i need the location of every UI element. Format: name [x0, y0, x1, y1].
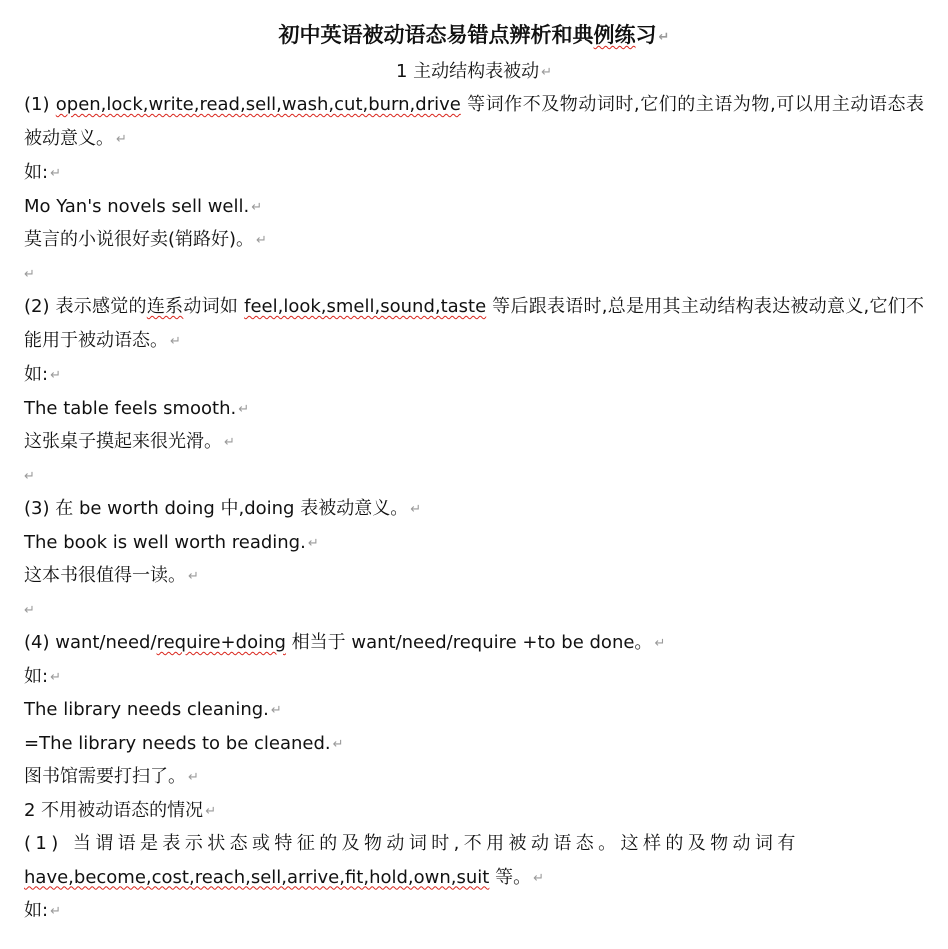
example-2-english	[24, 392, 924, 426]
paragraph-mark: ↵	[24, 468, 35, 484]
example-4-chinese	[24, 760, 924, 794]
example-3-english-text: The book is well worth reading.	[24, 531, 306, 553]
section-2-heading	[24, 794, 924, 828]
paragraph-mark: ↵	[251, 199, 263, 215]
example-4-english-text: The library needs cleaning.	[24, 699, 269, 720]
example-label	[24, 894, 924, 928]
paragraph-mark: ↵	[238, 401, 250, 417]
document-page	[24, 0, 924, 928]
paragraph-2-spellcheck-word: 连系	[146, 296, 184, 317]
title-text-end: 习	[635, 23, 657, 47]
paragraph-2-verb-list: feel,look,smell,sound,taste	[244, 296, 487, 317]
example-1-chinese	[24, 223, 924, 257]
paragraph-mark: ↵	[170, 333, 181, 349]
paragraph-mark: ↵	[541, 65, 553, 80]
paragraph-1-number: (1)	[24, 94, 56, 115]
example-3-chinese	[24, 559, 924, 593]
example-label	[24, 156, 924, 190]
paragraph-1-text: 等词作不及物动词时,它们的主语为物,可以用主动语态表被动意义。	[24, 94, 924, 149]
paragraph-mark: ↵	[654, 636, 666, 651]
section-1-heading	[24, 56, 924, 88]
example-label	[24, 660, 924, 694]
paragraph-3	[24, 492, 924, 526]
paragraph-mark: ↵	[533, 870, 545, 886]
example-2-chinese	[24, 425, 924, 459]
paragraph-4-text: (4) want/need/	[24, 632, 157, 653]
paragraph-mark: ↵	[50, 669, 61, 685]
paragraph-mark: ↵	[332, 736, 344, 752]
example-2-english-text: The table feels smooth.	[24, 397, 237, 419]
paragraph-2-text-mid: 动词如	[183, 296, 245, 317]
paragraph-1	[24, 88, 924, 156]
paragraph-mark: ↵	[658, 30, 670, 45]
paragraph-5-verb-list: have,become,cost,reach,sell,arrive,fit,hold,own,suit	[24, 866, 490, 888]
paragraph-mark: ↵	[270, 703, 282, 718]
example-label-text: 如:	[24, 364, 49, 385]
paragraph-5-text: (1) 当谓语是表示状态或特征的及物动词时,不用被动语态。这样的及物动词有	[24, 833, 800, 854]
example-3-english	[24, 526, 924, 560]
empty-line	[24, 593, 924, 627]
paragraph-mark: ↵	[256, 233, 267, 248]
paragraph-mark: ↵	[205, 803, 217, 819]
paragraph-2	[24, 290, 924, 358]
example-2-chinese-text: 这张桌子摸起来很光滑。	[24, 431, 222, 452]
example-1-chinese-text: 莫言的小说很好卖(销路好)。	[24, 229, 255, 250]
paragraph-5-line-2	[24, 861, 924, 895]
paragraph-mark: ↵	[50, 166, 61, 181]
example-4-chinese-text: 图书馆需要打扫了。	[24, 766, 186, 787]
example-4-english-alt	[24, 727, 924, 761]
paragraph-mark: ↵	[50, 904, 61, 919]
example-label-text: 如:	[24, 900, 49, 921]
title-spellcheck-word: 例练	[593, 23, 636, 47]
paragraph-mark: ↵	[224, 435, 235, 450]
paragraph-2-text-end: 等后跟表语时,总是用其主动结构表达被动意义,它们不能用于被动语态。	[24, 296, 924, 351]
paragraph-5-text-end: 等。	[489, 866, 532, 888]
title-text: 初中英语被动语态易错点辨析和典	[278, 23, 594, 47]
example-4-english	[24, 693, 924, 727]
paragraph-4-text-end: 相当于 want/need/require +to be done。	[285, 632, 653, 653]
paragraph-mark: ↵	[116, 131, 127, 147]
paragraph-mark: ↵	[24, 602, 35, 618]
paragraph-mark: ↵	[188, 770, 199, 785]
paragraph-mark: ↵	[188, 569, 199, 584]
paragraph-1-verb-list: open,lock,write,read,sell,wash,cut,burn,drive	[55, 94, 461, 115]
example-1-english-text: Mo Yan's novels sell well.	[24, 195, 250, 217]
paragraph-3-text: (3) 在 be worth doing 中,doing 表被动意义。	[24, 498, 409, 519]
example-label	[24, 358, 924, 392]
section-2-heading-text: 2 不用被动语态的情况	[24, 799, 204, 821]
paragraph-mark: ↵	[410, 502, 422, 517]
example-label-text: 如:	[24, 665, 49, 687]
paragraph-4-spellcheck-word: require+doing	[156, 632, 286, 653]
paragraph-5-line-1	[24, 827, 924, 861]
example-3-chinese-text: 这本书很值得一读。	[24, 565, 186, 586]
empty-line	[24, 459, 924, 493]
paragraph-mark: ↵	[50, 368, 61, 383]
section-1-heading-text: 1 主动结构表被动	[395, 61, 540, 82]
paragraph-2-text: (2) 表示感觉的	[24, 296, 147, 317]
example-4-english-alt-text: =The library needs to be cleaned.	[24, 732, 331, 754]
document-title	[24, 18, 924, 52]
example-label-text: 如:	[24, 162, 49, 183]
paragraph-mark: ↵	[307, 535, 319, 551]
example-1-english	[24, 190, 924, 224]
empty-line	[24, 257, 924, 291]
paragraph-4	[24, 626, 924, 660]
paragraph-mark: ↵	[24, 266, 35, 282]
